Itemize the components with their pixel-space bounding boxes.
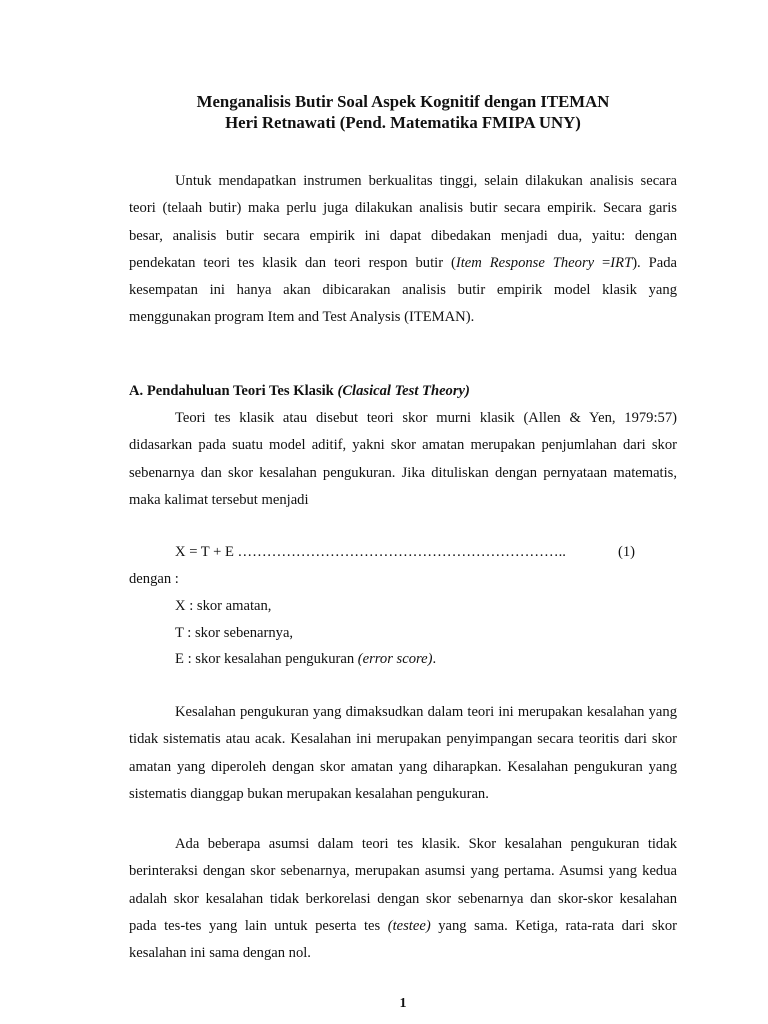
intro-text-a: Untuk mendapatkan instrumen berkualitas tinggi, selain dilakukan analisis secara teori (telaah butir) maka perlu juga dilakukan analisis butir secara empirik. Secara garis besar, analisis butir secara empirik ini dapat dibedakan menjadi dua, yaitu: dengan pendekatan teori tes klasik dan teori respon butir (: [129, 173, 677, 271]
intro-text-b: =: [594, 254, 611, 271]
section-a-paragraph-1: Teori tes klasik atau disebut teori skor murni klasik (Allen & Yen, 1979:57) didasarkan pada suatu model aditif, yakni skor amatan merupakan penjumlahan dari skor sebenarnya dan skor kesalahan pengukuran. Jika dituliskan dengan pernyataan matematis, maka kalimat tersebut menjadi: [129, 410, 677, 508]
definition-e-italic: (error score): [357, 651, 433, 667]
document-page: [129, 0, 677, 1024]
intro-text-c: ). Pada kesempatan ini hanya akan dibicarakan analisis butir empirik model klasik yang menggunakan program Item and Test Analysis (ITEMAN).: [129, 254, 677, 326]
title-line-2: Heri Retnawati (Pend. Matematika FMIPA UNY): [225, 113, 581, 132]
intro-italic-irt: IRT: [610, 254, 633, 271]
section-a-paragraph-3: Ada beberapa asumsi dalam teori tes klasik. Skor kesalahan pengukuran tidak berinteraksi dengan skor sebenarnya, merupakan asumsi yang pertama. Asumsi yang kedua adalah skor kesalahan tidak berkorelasi dengan skor sebenarnya dan skor-skor kesalahan pada tes-tes yang lain untuk peserta tes (testee) yang sama. Ketiga, rata-rata dari skor kesalahan ini sama dengan nol.: [129, 836, 677, 962]
document-title: [129, 91, 677, 133]
intro-paragraph: [129, 168, 677, 332]
intro-italic-irt-full: Item Response Theory: [455, 254, 595, 271]
dengan-label: dengan :: [129, 571, 179, 587]
equation-line: [175, 542, 677, 562]
page-number: 1: [399, 996, 407, 1011]
equation-number: (1): [617, 544, 635, 560]
definition-e: E : skor kesalahan pengukuran (error score).: [175, 651, 437, 667]
section-a-heading: A. Pendahuluan Teori Tes Klasik (Clasical Test Theory): [129, 383, 470, 399]
section-a-paragraph-2: Kesalahan pengukuran yang dimaksudkan dalam teori ini merupakan kesalahan yang tidak sistematis atau acak. Kesalahan ini merupakan penyimpangan secara teoritis dari skor amatan yang diperoleh dengan skor amatan yang diharapkan. Kesalahan pengukuran yang sistematis dianggap bukan merupakan kesalahan pengukuran.: [129, 704, 677, 802]
title-line-1: Menganalisis Butir Soal Aspek Kognitif dengan ITEMAN: [196, 92, 610, 111]
definition-t: T : skor sebenarnya,: [175, 625, 294, 641]
equation: X = T + E …………………………………………………………..: [175, 544, 566, 560]
testee-italic: (testee): [387, 917, 431, 934]
definition-x: X : skor amatan,: [175, 598, 272, 614]
section-a-heading-italic: (Clasical Test Theory): [337, 383, 470, 399]
